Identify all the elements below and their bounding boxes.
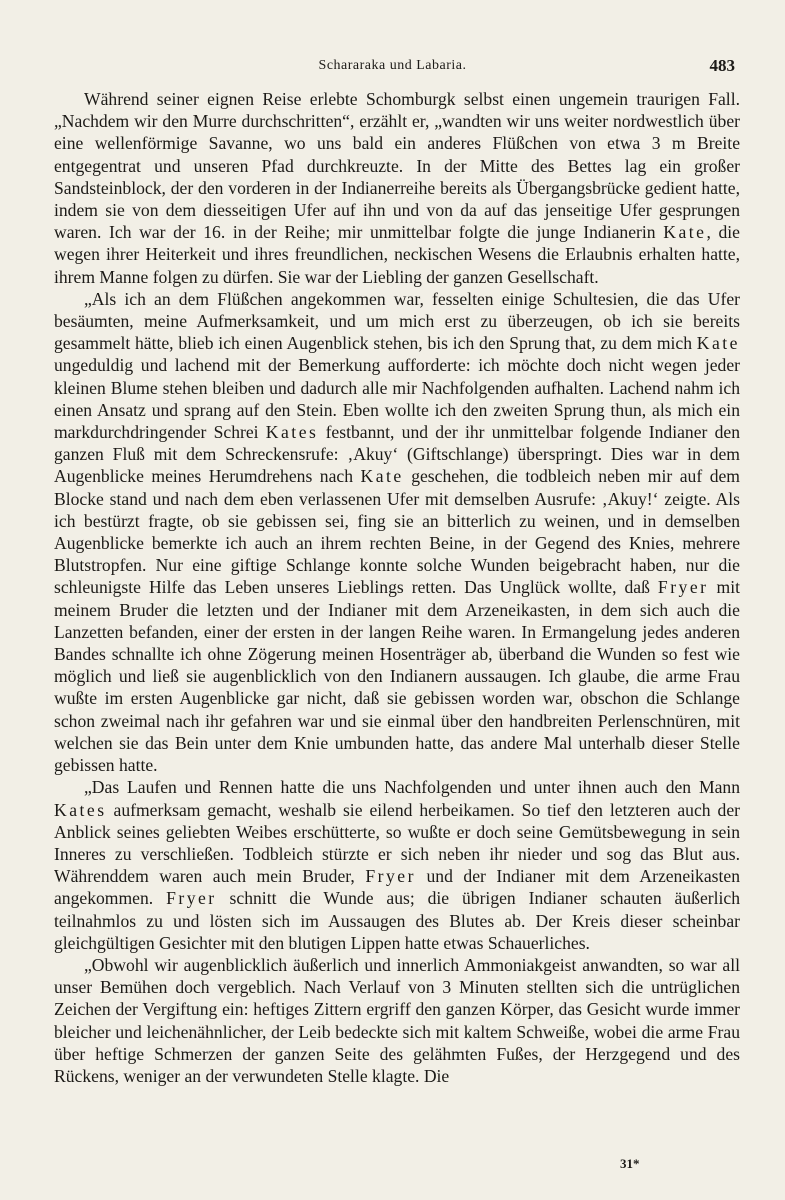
text-run: aufmerksam gemacht, weshalb sie eilend herbeikamen. So tief den letzteren auch der Anblick seines geliebten Weibes erschütterte, so wußte er doch seine Gemütsbewegung in sein Inneres zu verschließen. Todbleich stürzte er sich neben ihr nieder und sog das Blut aus. Währenddem waren auch mein Bruder, — [54, 799, 740, 887]
text-run: geschehen, die todbleich neben mir auf dem Blocke stand und nach dem eben verlassenen Ufer mit demselben Ausrufe: ‚Akuy!‘ zeigte. Als ich bestürzt fragte, ob sie gebissen sei, fing sie an bitterlich zu weinen, und in demselben Augenblicke bemerkte ich auch an ihrem rechten Beine, in der Gegend des Knies, mehrere Blutstropfen. Nur eine giftige Schlange konnte solche Wunden beigebracht haben, nur die schleunigste Hilfe das Leben unseres Lieblings retten. Das Unglück wollte, daß — [54, 466, 740, 598]
text-run: festbannt, und der ihr unmittelbar folgende Indianer den ganzen Fluß mit dem Schreckensrufe: ‚Akuy‘ (Giftschlange) überspringt. Dies war in dem Augenblicke meines Herumdrehens nach — [54, 422, 740, 487]
running-head-title: Schararaka und Labaria. — [318, 58, 467, 73]
text-run: „Das Laufen und Rennen hatte die uns Nachfolgenden und unter ihnen auch den Mann — [84, 777, 740, 798]
body-text — [54, 88, 740, 1087]
paragraph — [54, 954, 740, 1087]
spaced-name: Kate — [696, 333, 740, 354]
spaced-name: Fryer — [365, 866, 416, 887]
text-run: , die wegen ihrer Heiterkeit und ihres freundlichen, neckischen Wesens die Erlaubnis erhalten hatte, ihrem Manne folgen zu dürfen. Sie war der Liebling der ganzen Gesellschaft. — [54, 222, 740, 287]
paragraph — [54, 88, 740, 288]
spaced-name: Kates — [54, 799, 107, 820]
spaced-name: Kate — [360, 466, 404, 487]
spaced-name: Kates — [265, 422, 319, 443]
spaced-name: Kate — [663, 222, 707, 243]
text-run: „Obwohl wir augenblicklich äußerlich und innerlich Ammoniakgeist anwandten, so war all unser Bemühen doch vergeblich. Nach Verlauf von 3 Minuten stellten sich die untrüglichen Zeichen der Vergiftung ein: heftiges Zittern ergriff den ganzen Körper, das Gesicht wurde immer bleicher und leichenähnlicher, der Leib bedeckte sich mit kaltem Schweiße, wobei die arme Frau über heftige Schmerzen der ganzen Seite des gelähmten Fußes, der Herzgegend und des Rückens, weniger an der verwundeten Stelle klagte. Die — [54, 954, 740, 1086]
text-run: Während seiner eignen Reise erlebte Schomburgk selbst einen ungemein traurigen Fall. „Nachdem wir den Murre durchschritten“, erzählt er, „wandten wir uns weiter nordwestlich über eine wellenförmige Savanne, wo uns bald ein anderes Flüßchen von etwa 3 m Breite entgegentrat und unseren Pfad durchkreuzte. In der Mitte des Bettes lag ein großer Sandsteinblock, der den vorderen in der Indianerreihe bereits als Übergangsbrücke gedient hatte, indem sie von dem diesseitigen Ufer auf ihn und von da auf das jenseitige Ufer gesprungen waren. Ich war der 16. in der Reihe; mir unmittelbar folgte die junge Indianerin — [54, 89, 740, 243]
text-run: schnitt die Wunde aus; die übrigen Indianer schauten äußerlich teilnahmlos zu und lösten sich im Aussaugen des Blutes ab. Der Kreis dieser scheinbar gleichgültigen Gesichter mit den blutigen Lippen hatte etwas Schauerliches. — [54, 888, 740, 953]
printer-signature-mark: 31* — [620, 1156, 640, 1171]
paragraph — [54, 288, 740, 776]
spaced-name: Fryer — [657, 577, 709, 598]
text-run: ungeduldig und lachend mit der Bemerkung aufforderte: ich möchte doch nicht wegen jeder kleinen Blume stehen bleiben und dadurch alle mir Nachfolgenden aufhalten. Lachend nahm ich einen Ansatz und sprang auf den Stein. Eben wollte ich den zweiten Sprung thun, als mich ein markdurchdringender Schrei — [54, 355, 740, 443]
text-run: mit meinem Bruder die letzten und der Indianer mit dem Arzeneikasten, in dem sich auch die Lanzetten befanden, einer der ersten in der langen Reihe waren. In Ermangelung jedes anderen Bandes schnallte ich ohne Zögerung meinen Hosenträger ab, überband die Wunden so fest wie möglich und ließ sie augenblicklich von den Indianern aussaugen. Ich glaube, die arme Frau wußte im ersten Augenblicke gar nicht, daß sie gebissen worden war, obschon die Schlange schon zweimal nach ihr gefahren war und sie einmal über den handbreiten Perlenschnüren, mit welchen sie das Bein unter dem Knie umbunden hatte, das andere Mal unterhalb dieser Stelle gebissen hatte. — [54, 577, 740, 776]
paragraph — [54, 776, 740, 954]
running-head — [0, 58, 785, 80]
text-run: und der Indianer mit dem Arzeneikasten angekommen. — [54, 866, 741, 909]
spaced-name: Fryer — [166, 888, 217, 909]
page-number: 483 — [709, 56, 735, 75]
text-run: „Als ich an dem Flüßchen angekommen war, fesselten einige Schultesien, die das Ufer besäumten, meine Aufmerksamkeit, und um mich erst zu überzeugen, ob ich sie bereits gesammelt hätte, blieb ich einen Augenblick stehen, bis ich den Sprung that, zu dem mich — [54, 288, 740, 354]
